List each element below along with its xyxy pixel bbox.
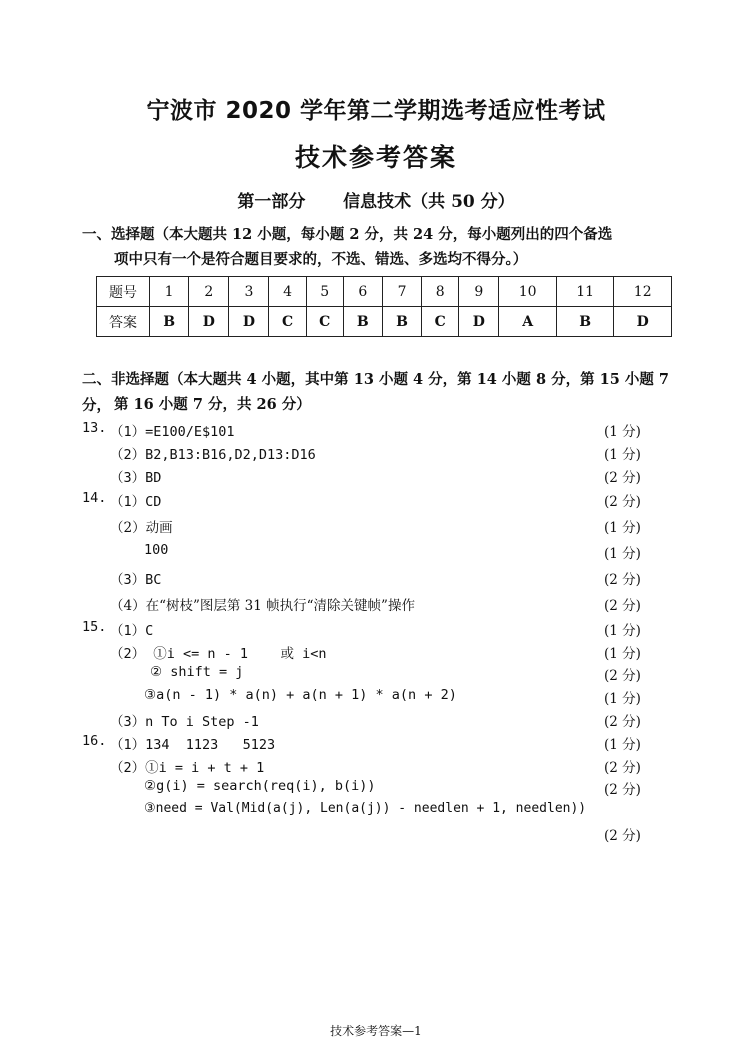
score: (1 分) (604, 737, 641, 753)
question-number: 15. (82, 619, 107, 635)
answer-line: （3）BC (110, 572, 162, 588)
table-cell: 9 (459, 277, 499, 307)
section1-title: 一、选择题 (82, 227, 155, 243)
table-cell: D (229, 307, 269, 337)
answer-line: （3）n To i Step -1 (110, 714, 259, 730)
score: (2 分) (604, 572, 641, 588)
answer-line: （1）=E100/E$101 (110, 424, 235, 440)
table-cell: D (189, 307, 229, 337)
part-heading (0, 187, 752, 212)
score: (1 分) (604, 546, 641, 562)
score: (1 分) (604, 447, 641, 463)
table-cell: C (269, 307, 306, 337)
table-cell: D (459, 307, 499, 337)
page-footer: 技术参考答案—1 (330, 1024, 422, 1038)
section1-heading (82, 222, 702, 248)
score: (2 分) (604, 714, 641, 730)
document-title: 宁波市 2020 学年第二学期选考适应性考试 (146, 98, 606, 124)
section1-note-1: （本大题共 12 小题，每小题 2 分，共 24 分，每小题列出的四个备选 (154, 226, 613, 243)
question-number: 13. (82, 420, 107, 436)
question-number: 16. (82, 733, 107, 749)
answer-line: （2）B2,B13:B16,D2,D13:D16 (110, 447, 316, 463)
table-cell: B (382, 307, 421, 337)
score: (1 分) (604, 691, 641, 707)
table-cell: 6 (343, 277, 382, 307)
table-cell: 3 (229, 277, 269, 307)
score: (1 分) (604, 623, 641, 639)
score: (2 分) (604, 598, 641, 614)
section1-note-2: 项中只有一个是符合题目要求的，不选、错选、多选均不得分。） (114, 251, 528, 268)
table-header-cell: 题号 (97, 277, 150, 307)
answer-line: （4）在“树枝”图层第 31 帧执行“清除关键帧”操作 (110, 598, 415, 614)
section1-note-continued (114, 247, 734, 273)
part-label: 第一部分 (237, 192, 306, 212)
answer-line: （1）C (110, 623, 154, 639)
document-subtitle: 技术参考答案 (294, 143, 457, 172)
table-cell: 4 (269, 277, 306, 307)
answer-table-row-answers (97, 307, 672, 337)
answer-table (96, 276, 672, 337)
table-cell: 2 (189, 277, 229, 307)
table-cell: B (150, 307, 189, 337)
score: (2 分) (604, 494, 641, 510)
part-name: 信息技术（共 50 分） (343, 192, 515, 212)
table-cell: A (499, 307, 557, 337)
table-cell: 8 (422, 277, 459, 307)
table-cell: D (614, 307, 672, 337)
table-cell: B (343, 307, 382, 337)
table-cell: B (556, 307, 614, 337)
answer-line: （3）BD (110, 470, 162, 486)
section2-title: 二、非选择题 (82, 372, 169, 388)
answer-line: 100 (144, 542, 169, 558)
answer-line: （1）CD (110, 494, 162, 510)
table-cell: 1 (150, 277, 189, 307)
table-cell: 5 (306, 277, 343, 307)
score: (2 分) (604, 782, 641, 798)
question-number: 14. (82, 490, 107, 506)
table-cell: 10 (499, 277, 557, 307)
table-header-cell: 答案 (97, 307, 150, 337)
answer-line: （2） ①i <= n - 1 或 i<n (110, 646, 327, 662)
section2-note-1: （本大题共 4 小题，其中第 13 小题 4 分，第 14 小题 8 分，第 15 小题 7 分， (82, 371, 670, 414)
answer-line: ③a(n - 1) * a(n) + a(n + 1) * a(n + 2) (144, 687, 457, 703)
answer-line: ③need = Val(Mid(a(j), Len(a(j)) - needlen + 1, needlen)) (144, 801, 587, 816)
table-cell: C (422, 307, 459, 337)
section2-note-2: 第 16 小题 7 分，共 26 分） (114, 396, 311, 413)
score: (2 分) (604, 828, 641, 844)
table-cell: C (306, 307, 343, 337)
score: (1 分) (604, 424, 641, 440)
table-cell: 11 (556, 277, 614, 307)
score: (1 分) (604, 646, 641, 662)
answer-line: ②g(i) = search(req(i), b(i)) (144, 778, 376, 794)
answer-line: （1）134 1123 5123 (110, 737, 276, 753)
section2-note-continued (114, 392, 734, 418)
table-cell: 12 (614, 277, 672, 307)
table-cell: 7 (382, 277, 421, 307)
score: (2 分) (604, 470, 641, 486)
answer-table-row-numbers (97, 277, 672, 307)
score: (1 分) (604, 520, 641, 536)
answer-line: ② shift = j (150, 664, 244, 680)
answer-line: （2）动画 (110, 520, 173, 536)
score: (2 分) (604, 760, 641, 776)
answer-line: （2）①i = i + t + 1 (110, 760, 265, 776)
score: (2 分) (604, 668, 641, 684)
